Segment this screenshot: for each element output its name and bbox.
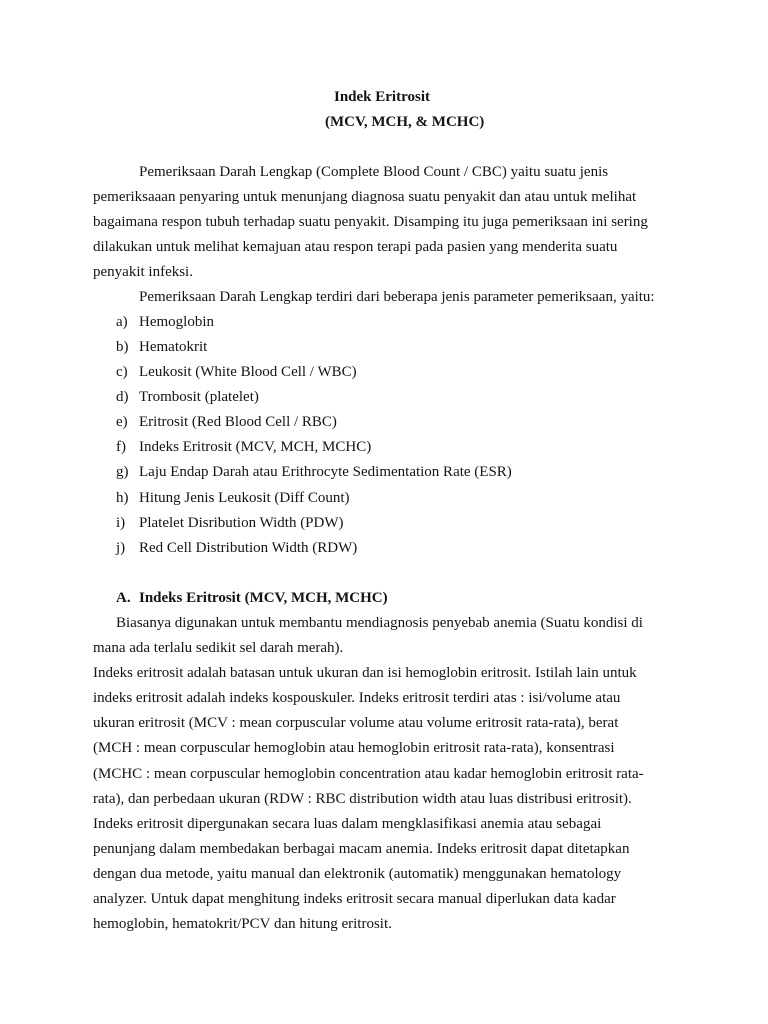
list-item-text: Hitung Jenis Leukosit (Diff Count) — [139, 490, 350, 506]
intro-p1-line: dilakukan untuk melihat kemajuan atau respon terapi pada pasien yang menderita suatu — [93, 239, 618, 255]
list-item-letter: c) — [116, 364, 128, 380]
section-a-p2-line: ukuran eritrosit (MCV : mean corpuscular volume atau volume eritrosit rata-rata), berat — [93, 715, 619, 731]
intro-p2: Pemeriksaan Darah Lengkap terdiri dari beberapa jenis parameter pemeriksaan, yaitu: — [139, 289, 655, 305]
list-item-letter: d) — [116, 389, 129, 405]
title-line-2: (MCV, MCH, & MCHC) — [325, 114, 485, 130]
section-a-p2-line: rata), dan perbedaan ukuran (RDW : RBC distribution width atau luas distribusi eritrosit). — [93, 791, 632, 807]
list-item-text: Laju Endap Darah atau Erithrocyte Sedimentation Rate (ESR) — [139, 464, 512, 480]
section-a-p2-line: Indeks eritrosit dipergunakan secara luas dalam mengklasifikasi anemia atau sebagai — [93, 816, 602, 832]
section-a-p2-line: (MCHC : mean corpuscular hemoglobin concentration atau kadar hemoglobin eritrosit rata- — [93, 766, 644, 782]
list-item-letter: h) — [116, 490, 129, 506]
list-item-text: Eritrosit (Red Blood Cell / RBC) — [139, 414, 337, 430]
list-item-text: Hematokrit — [139, 339, 208, 355]
section-a-p2-line: analyzer. Untuk dapat menghitung indeks eritrosit secara manual diperlukan data kadar — [93, 891, 616, 907]
intro-p1-line: bagaimana respon tubuh terhadap suatu penyakit. Disamping itu juga pemeriksaan ini sering — [93, 214, 648, 230]
title-line-1: Indek Eritrosit — [334, 89, 430, 105]
section-a-p2-line: indeks eritrosit adalah indeks kospouskuler. Indeks eritrosit terdiri atas : isi/volume atau — [93, 690, 621, 706]
section-a-letter: A. — [116, 590, 131, 606]
list-item-text: Platelet Disribution Width (PDW) — [139, 515, 344, 531]
list-item-letter: f) — [116, 439, 126, 455]
section-a-p2-line: hemoglobin, hematokrit/PCV dan hitung eritrosit. — [93, 916, 392, 932]
list-item-text: Red Cell Distribution Width (RDW) — [139, 540, 358, 556]
section-a-p1-line: Biasanya digunakan untuk membantu mendiagnosis penyebab anemia (Suatu kondisi di — [116, 615, 643, 631]
intro-p1-line: Pemeriksaan Darah Lengkap (Complete Blood Count / CBC) yaitu suatu jenis — [139, 164, 609, 180]
section-a-p2-line: penunjang dalam membedakan berbagai macam anemia. Indeks eritrosit dapat ditetapkan — [93, 841, 630, 857]
list-item-letter: j) — [116, 540, 126, 556]
list-item-text: Hemoglobin — [139, 314, 214, 330]
list-item-text: Indeks Eritrosit (MCV, MCH, MCHC) — [139, 439, 372, 455]
list-item-letter: a) — [116, 314, 128, 330]
list-item-letter: g) — [116, 464, 129, 480]
list-item-text: Trombosit (platelet) — [139, 389, 259, 405]
list-item-letter: e) — [116, 414, 128, 430]
section-a-p2-line: Indeks eritrosit adalah batasan untuk ukuran dan isi hemoglobin eritrosit. Istilah lain untuk — [93, 665, 637, 681]
list-item-letter: b) — [116, 339, 129, 355]
list-item-text: Leukosit (White Blood Cell / WBC) — [139, 364, 357, 380]
section-a-title: Indeks Eritrosit (MCV, MCH, MCHC) — [139, 590, 388, 606]
intro-p1-line: pemeriksaaan penyaring untuk menunjang diagnosa suatu penyakit dan atau untuk melihat — [93, 189, 637, 205]
section-a-p2-line: (MCH : mean corpuscular hemoglobin atau hemoglobin eritrosit rata-rata), konsentrasi — [93, 740, 615, 756]
section-a-p2-line: dengan dua metode, yaitu manual dan elektronik (automatik) menggunakan hematology — [93, 866, 622, 882]
intro-p1-line: penyakit infeksi. — [93, 264, 193, 280]
list-item-letter: i) — [116, 515, 126, 531]
section-a-p1-line: mana ada terlalu sedikit sel darah merah). — [93, 640, 344, 656]
